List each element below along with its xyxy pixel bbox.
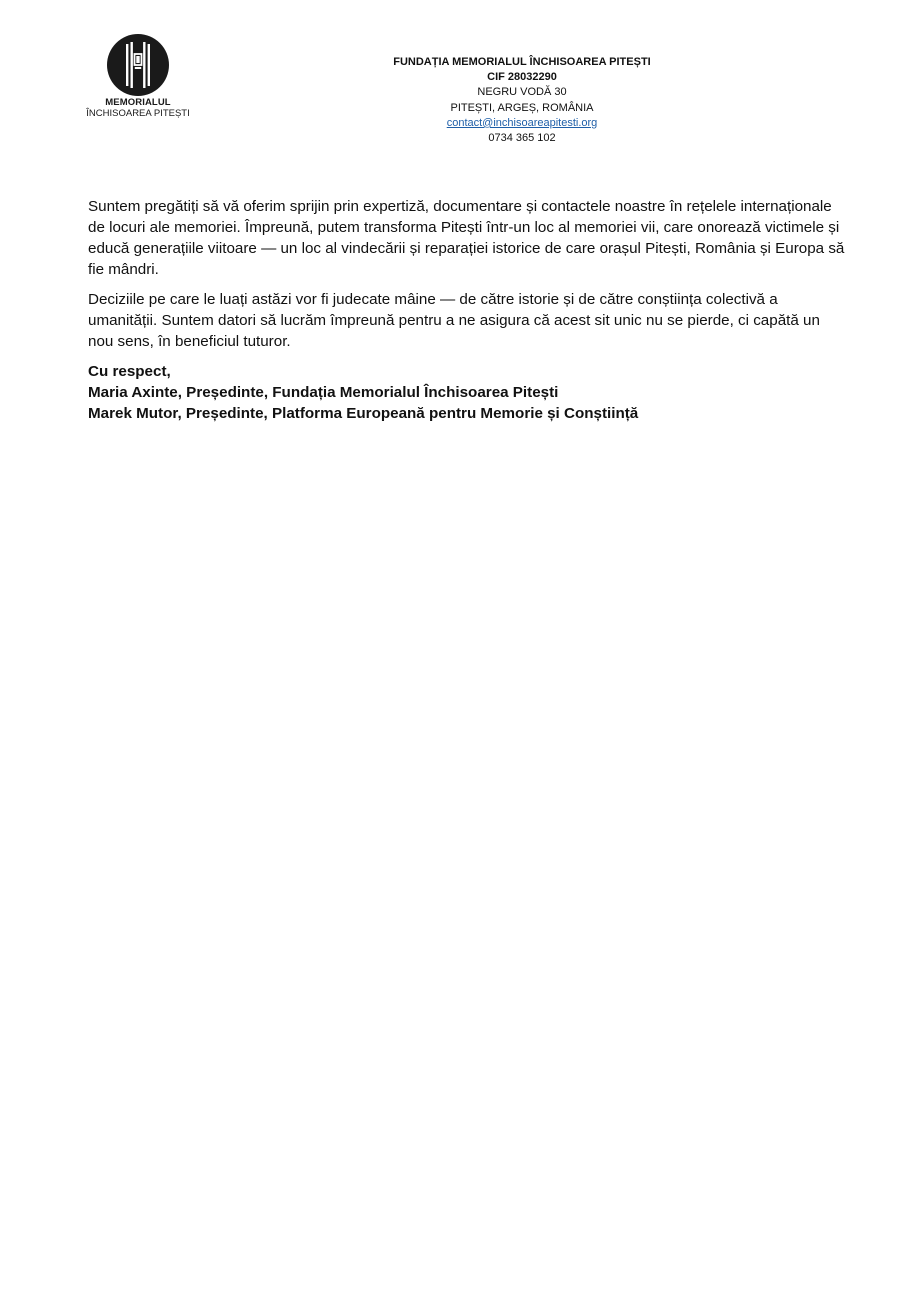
phone-number: 0734 365 102 — [488, 132, 556, 145]
email-link[interactable]: contact@inchisoareapitesti.org — [446, 116, 598, 129]
signer-1: Maria Axinte, Președinte, Fundația Memorialul Închisoarea Pitești — [88, 384, 559, 401]
letter-body — [88, 196, 848, 424]
organization-name: FUNDAȚIA MEMORIALUL ÎNCHISOAREA PITEȘTI — [393, 56, 651, 68]
paragraph-decisions: Deciziile pe care le luați astăzi vor fi judecate mâine — de către istorie și de către conștiința colectivă a umanității. Suntem datori să lucrăm împreună pentru a ne asigura că acest sit unic nu se pierde, ci capătă un nou sens, în beneficiul tuturor. — [88, 291, 820, 350]
paragraph-support: Suntem pregătiți să vă oferim sprijin prin expertiză, documentare și contactele noastre în rețelele internaționale de locuri ale memoriei. Împreună, putem transforma Pitești într-un loc al memoriei vii, care onorează victimele și educă generațiile viitoare — un loc al vindecării și reparației istorice de care orașul Pitești, România și Europa să fie mândri. — [88, 198, 845, 278]
logo-title: MEMORIALUL — [105, 97, 171, 108]
organization-cif: CIF 28032290 — [487, 71, 557, 84]
signer-2: Marek Mutor, Președinte, Platforma Europeană pentru Memorie și Conștiință — [88, 405, 639, 422]
logo-subtitle: ÎNCHISOAREA PITEȘTI — [86, 108, 190, 119]
closing-line: Cu respect, — [88, 363, 171, 380]
address-street: NEGRU VODĂ 30 — [477, 86, 567, 99]
logo — [86, 34, 190, 119]
address-city: PITEȘTI, ARGEȘ, ROMÂNIA — [450, 101, 594, 114]
memorial-logo-icon — [107, 34, 169, 96]
signoff — [88, 361, 848, 424]
organization-header — [360, 55, 684, 146]
